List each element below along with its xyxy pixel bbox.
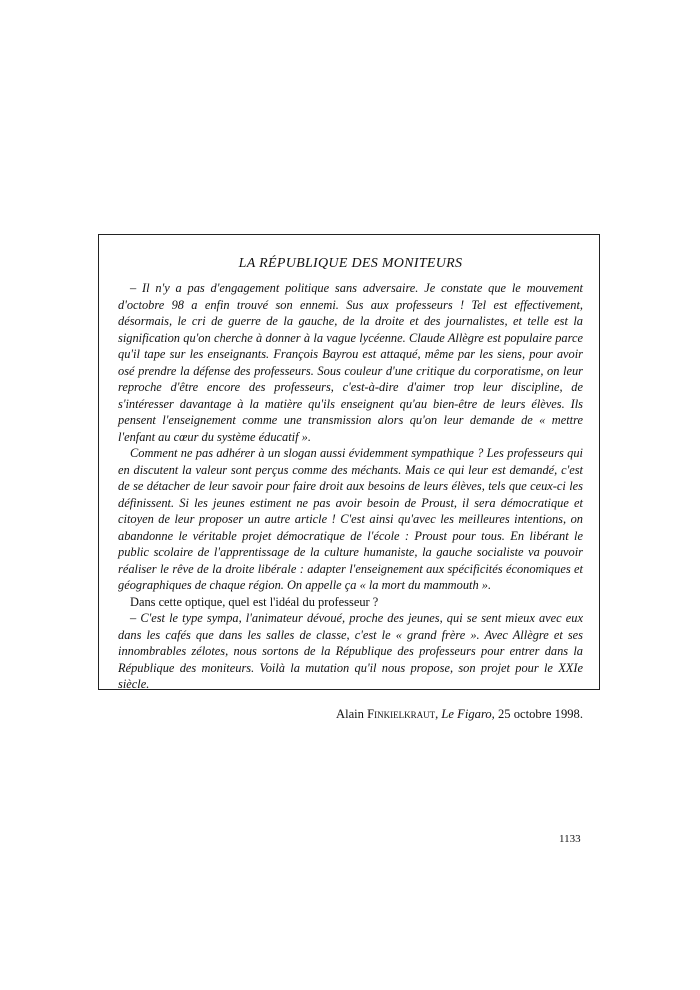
paragraph-2: Comment ne pas adhérer à un slogan aussi évidemment sympathique ? Les professeurs qui en discutent la valeur sont perçus comme des méchants. Mais ce qui leur est demandé, c'est de se détacher de leur savoir pour faire droit aux besoins de leurs élèves, tels que ceux-ci les définissent. Si les jeunes estiment ne pas avoir besoin de Proust, il sera démocratique et citoyen de leur proposer un autre article ! C'est ainsi qu'avec les meilleures intentions, on abandonne le véritable projet démocratique de l'école : Proust pour tous. En libérant le public scolaire de l'apprentissage de la culture humaniste, la gauche socialiste va pouvoir réaliser le rêve de la droite libérale : adapter l'enseignement aux spécificités économiques et géographiques de chaque région. On appelle ça « la mort du mammouth ». (118, 446, 583, 592)
signature-date: 25 octobre 1998. (498, 706, 583, 721)
signature-surname: Finkielkraut, (367, 706, 439, 721)
quote-box (98, 234, 600, 721)
paragraph-3-question: Dans cette optique, quel est l'idéal du professeur ? (130, 594, 379, 609)
box-title: LA RÉPUBLIQUE DES MONITEURS (238, 256, 463, 271)
signature (118, 707, 583, 722)
paragraph-1: – Il n'y a pas d'engagement politique sans adversaire. Je constate que le mouvement d'octobre 98 a enfin trouvé son ennemi. Sus aux professeurs ! Tel est effectivement, désormais, le cri de guerre de la gauche, de la droite et des journalistes, et telle est la signification qu'on cherche à donner à la vague lycéenne. Claude Allègre est populaire parce qu'il tape sur les enseignants. François Bayrou est attaqué, même par les siens, pour avoir osé prendre la défense des professeurs. Sous couleur d'une critique du corporatisme, on leur reproche d'être encore des professeurs, c'est-à-dire d'aimer trop leur discipline, de s'intéresser davantage à la matière qu'ils enseignent qu'au bien-être de leurs élèves. Ils pensent l'enseignement comme une transmission alors qu'on leur demande de « mettre l'enfant au cœur du système éducatif ». (118, 281, 583, 444)
paragraph-4: – C'est le type sympa, l'animateur dévoué, proche des jeunes, qui se sent mieux avec eux dans les cafés que dans les salles de classe, c'est le « grand frère ». Avec Allègre et ses innombrables zélotes, nous sortons de la République des professeurs pour entrer dans la République des moniteurs. Voilà la mutation qu'il nous propose, son projet pour le XXIe siècle. (118, 611, 583, 691)
signature-source: Le Figaro, (441, 706, 495, 721)
page-number: 1133 (559, 833, 581, 845)
signature-author: Alain (335, 706, 364, 721)
